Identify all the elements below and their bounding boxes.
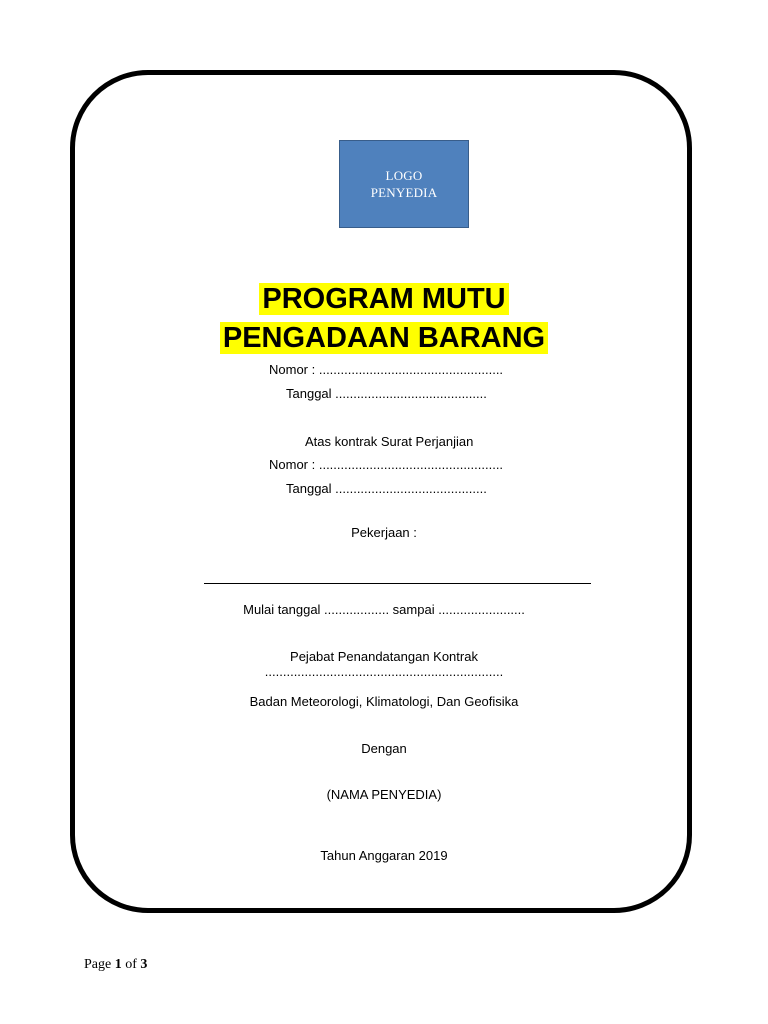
title-highlight-1: PROGRAM MUTU <box>259 283 508 315</box>
page-counter <box>84 956 147 974</box>
pekerjaan-label: Pekerjaan : <box>351 525 417 540</box>
of-label: of <box>125 957 137 972</box>
logo-text-line1: LOGO <box>385 168 423 183</box>
current-page-number: 1 <box>114 957 122 972</box>
document-title-line1 <box>0 283 768 315</box>
logo-placeholder <box>339 140 469 228</box>
fiscal-year: Tahun Anggaran 2019 <box>320 848 448 863</box>
document-title-line2 <box>0 322 768 354</box>
page-label: Page <box>84 957 112 972</box>
work-description-line <box>204 583 591 584</box>
title-highlight-2: PENGADAAN BARANG <box>220 322 548 354</box>
provider-name: (NAMA PENYEDIA) <box>326 787 442 802</box>
logo-text-line2: PENYEDIA <box>370 185 438 200</box>
agency-name: Badan Meteorologi, Klimatologi, Dan Geofisika <box>249 694 519 709</box>
contract-heading: Atas kontrak Surat Perjanjian <box>305 434 474 449</box>
period-field: Mulai tanggal .................. sampai ........................ <box>243 602 525 617</box>
contract-nomor-field: Nomor : ................................................... <box>269 457 504 472</box>
official-name-dots: .................................................................. <box>264 664 504 679</box>
official-title: Pejabat Penandatangan Kontrak <box>290 649 478 664</box>
nomor-field: Nomor : ................................................... <box>269 362 504 377</box>
with-label: Dengan <box>361 741 407 756</box>
contract-tanggal-field: Tanggal .......................................... <box>286 481 487 496</box>
total-pages-number: 3 <box>140 957 148 972</box>
tanggal-field: Tanggal .......................................... <box>286 386 487 401</box>
